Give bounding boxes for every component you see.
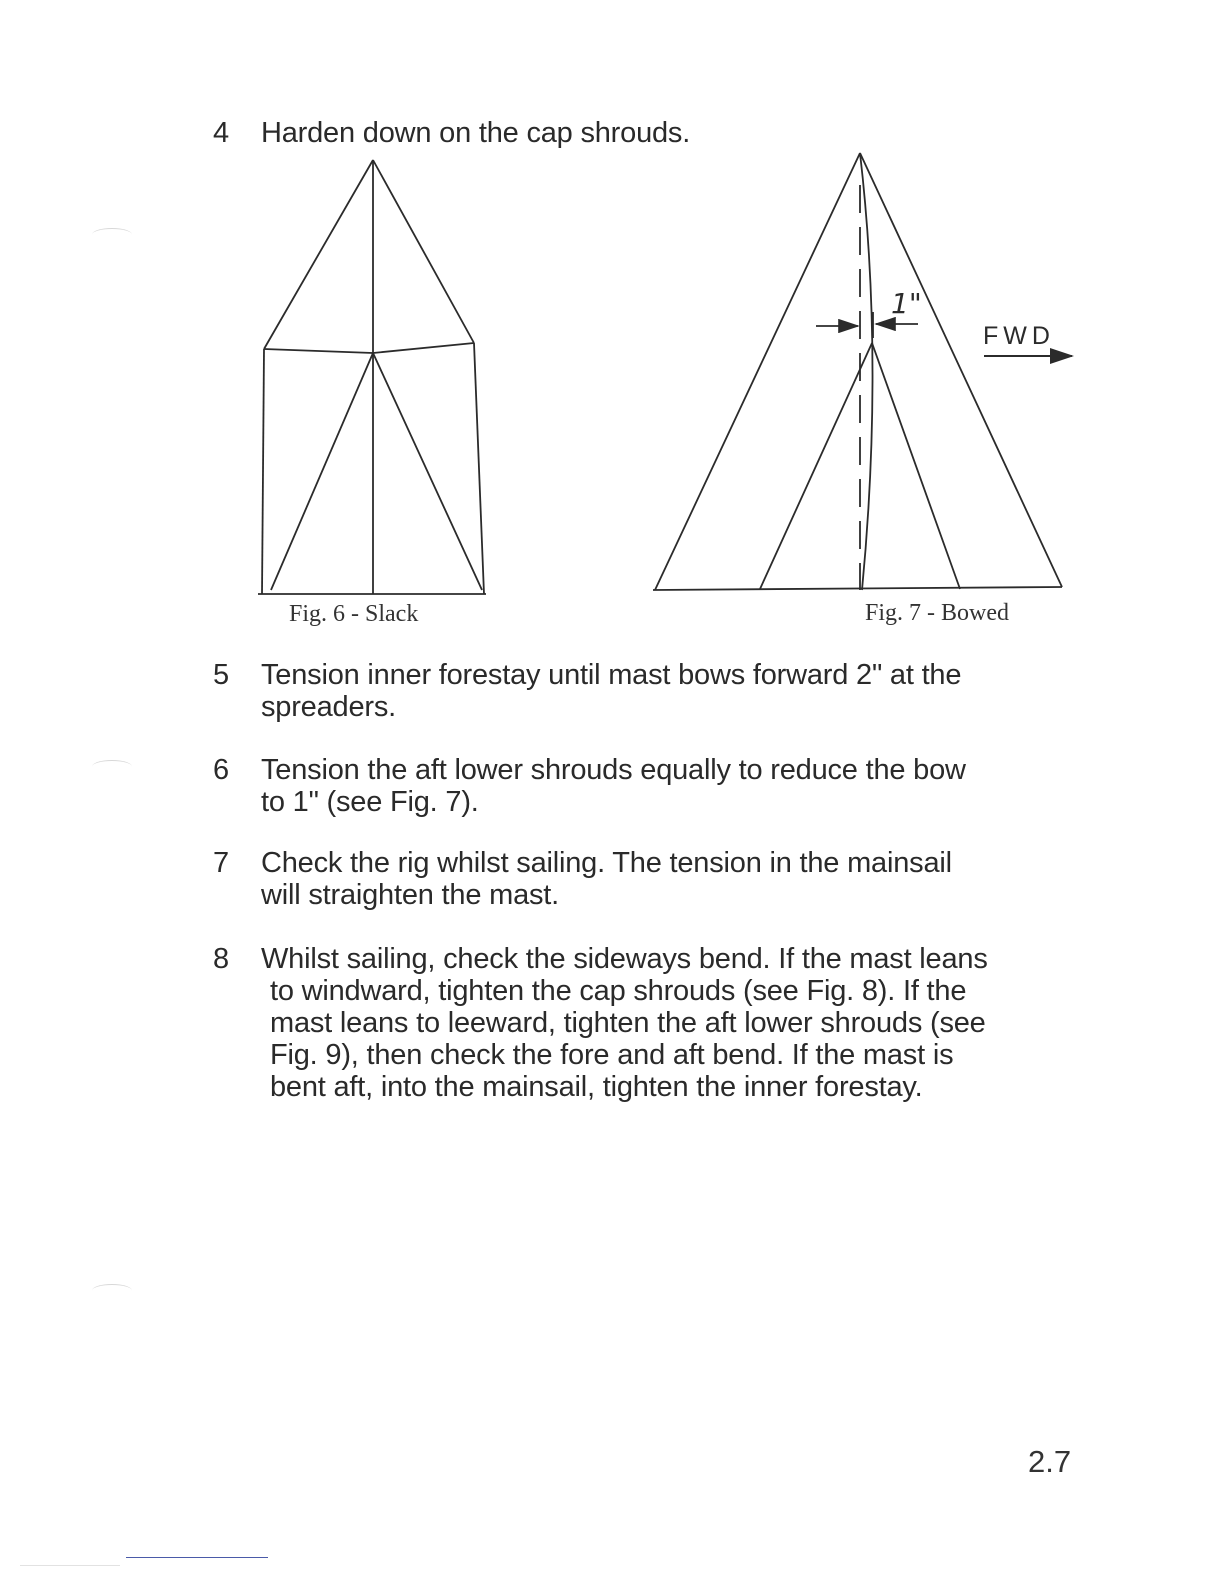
fig7-bowed-mast (860, 153, 873, 590)
fig7-dimension-label: 1" (891, 287, 922, 320)
step-number: 6 (213, 754, 229, 786)
step-line: to 1" (see Fig. 7). (261, 786, 479, 818)
step-text (261, 847, 952, 911)
step-line: to windward, tighten the cap shrouds (see Fig. 8). If the (270, 975, 967, 1007)
fig7-aft-lower-shroud (872, 343, 960, 589)
fig7-cap-shroud-right (860, 153, 1062, 587)
step-line: will straighten the mast. (261, 879, 560, 911)
fig6-caption: Fig. 6 - Slack (289, 601, 419, 627)
step-number: 4 (213, 117, 229, 149)
step-line: Whilst sailing, check the sideways bend. If the mast leans (261, 943, 988, 975)
punch-mark-bottom (92, 1284, 132, 1297)
footer-rule (126, 1557, 268, 1558)
step-line: Harden down on the cap shrouds. (261, 117, 691, 149)
fig7-direction-label: FWD (983, 322, 1055, 350)
fig6-cap-lower-right (474, 343, 484, 594)
fig6-cap-shroud-left (264, 160, 373, 349)
step-line: Tension inner forestay until mast bows forward 2" at the (261, 659, 962, 691)
step-line: spreaders. (261, 691, 397, 723)
punch-mark-middle (92, 760, 132, 773)
step-line: bent aft, into the mainsail, tighten the inner forestay. (270, 1071, 923, 1103)
step-number: 7 (213, 847, 229, 879)
step-text (261, 659, 961, 723)
fig7-inner-forestay (760, 343, 872, 589)
footer-rule-faint (20, 1565, 120, 1566)
step-line: Fig. 9), then check the fore and aft bend. If the mast is (270, 1039, 954, 1071)
page-number: 2.7 (1028, 1444, 1072, 1479)
step-line: Tension the aft lower shrouds equally to reduce the bow (261, 754, 966, 786)
step-number: 5 (213, 659, 229, 691)
fig7-caption: Fig. 7 - Bowed (865, 600, 1009, 626)
fig6-lower-shroud-right (373, 353, 482, 590)
fig6-slack-diagram (258, 160, 486, 594)
fig7-forestay-left (655, 153, 860, 590)
step-text (261, 754, 966, 818)
step-line: Check the rig whilst sailing. The tension in the mainsail (261, 847, 952, 879)
fig7-bowed-diagram (653, 153, 1072, 590)
rig-tuning-figures (0, 0, 1224, 640)
fig6-cap-lower-left (262, 349, 264, 594)
fig6-spreader-left (264, 349, 373, 353)
fig7-deck (653, 587, 1062, 590)
step-text (261, 943, 988, 1103)
fig6-lower-shroud-left (271, 353, 373, 590)
fig6-spreader-right (373, 343, 474, 353)
fig6-cap-shroud-right (373, 160, 474, 343)
step-line: mast leans to leeward, tighten the aft lower shrouds (see (270, 1007, 986, 1039)
step-number: 8 (213, 943, 229, 975)
